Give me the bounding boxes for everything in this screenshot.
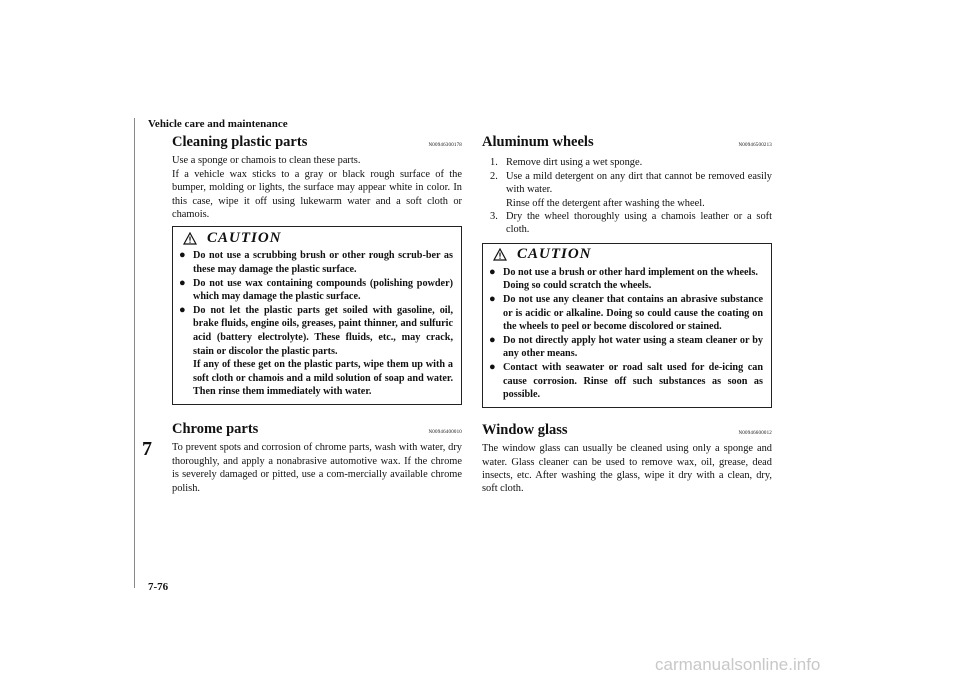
bullet-icon: ● — [179, 303, 186, 316]
footer-watermark: carmanualsonline.info — [655, 655, 821, 674]
caution-item: ● Do not directly apply hot water using a steam cleaner or by any other means. — [489, 333, 763, 360]
bullet-icon: ● — [489, 333, 496, 346]
section-code: N00946400010 — [428, 429, 462, 435]
caution-header — [493, 246, 763, 264]
section-heading-plastic — [172, 136, 462, 152]
wheel-steps — [482, 156, 772, 236]
section-code: N00946500213 — [738, 143, 772, 148]
caution-list — [489, 266, 763, 402]
caution-item: ● Do not use a scrubbing brush or other rough scrub-ber as these may damage the plastic surface. — [179, 249, 453, 276]
bullet-icon: ● — [179, 276, 186, 289]
left-column — [172, 136, 462, 495]
section-title: Window glass — [482, 421, 568, 438]
section-heading-glass — [482, 421, 772, 440]
warning-triangle-icon — [493, 248, 507, 261]
section-heading-chrome — [172, 420, 462, 439]
chapter-tab: 7 — [142, 438, 152, 460]
bullet-icon: ● — [489, 265, 496, 278]
caution-title: CAUTION — [517, 246, 592, 263]
caution-item: ● Do not use any cleaner that contains an abrasive substance or is acidic or alkaline. Doing so could cause the coating on the wheels to peel or become discolored or stained. — [489, 293, 763, 333]
caution-item: ● Do not let the plastic parts get soiled with gasoline, oil, brake fluids, engine oils, greases, paint thinner, and sulfuric acid (battery electrolyte). These fluids, etc., may crack, stain or discolor the plastic parts. If any of these get on the plastic parts, wipe them up with a soft cloth or chamois and a mild solution of soap and water. Then rinse them immediately with water. — [179, 303, 453, 398]
bullet-icon: ● — [489, 293, 496, 306]
running-header: Vehicle care and maintenance — [148, 118, 288, 130]
page-number: 7-76 — [148, 581, 169, 593]
right-column — [482, 136, 772, 496]
section-title: Chrome parts — [172, 420, 259, 437]
section-code: N00946300178 — [428, 143, 462, 148]
caution-header — [183, 229, 453, 247]
chapter-divider — [134, 118, 135, 588]
step-item: 2. Use a mild detergent on any dirt that cannot be removed easily with water. Rinse off the detergent after washing the wheel. — [490, 170, 772, 209]
section-code: N00946600012 — [738, 430, 772, 436]
caution-box-plastic — [172, 226, 462, 405]
glass-body: The window glass can usually be cleaned using only a sponge and water. Glass cleaner can be used to remove wax, oil, grease, dead insects, etc. After washing the glass, wipe it dry with a clean, dry, soft cloth. — [482, 443, 772, 495]
bullet-icon: ● — [179, 249, 186, 262]
section-title: Aluminum wheels — [482, 134, 594, 150]
step-item: 3. Dry the wheel thoroughly using a chamois leather or a soft cloth. — [490, 211, 772, 236]
caution-box-wheels — [482, 243, 772, 408]
caution-title: CAUTION — [207, 229, 282, 246]
chrome-body: To prevent spots and corrosion of chrome parts, wash with water, dry thoroughly, and apply a nonabrasive automotive wax. If the chrome is severely damaged or pitted, use a com-mercially available chrome polish. — [172, 442, 462, 494]
step-item: 1. Remove dirt using a wet sponge. — [490, 157, 643, 169]
caution-list — [179, 249, 453, 399]
caution-item: ● Do not use wax containing compounds (polishing powder) which may damage the plastic surface. — [179, 276, 453, 303]
plastic-body: Use a sponge or chamois to clean these parts. If a vehicle wax sticks to a gray or black rough surface of the bumper, molding or lights, the surface may appear white in color. In this case, wipe it off using lukewarm water and a soft cloth or chamois. — [172, 155, 462, 221]
caution-item: ● Do not use a brush or other hard implement on the wheels. Doing so could scratch the wheels. — [489, 265, 758, 292]
caution-followup: If any of these get on the plastic parts, wipe them up with a soft cloth or chamois and a mild solution of soap and water. Then rinse them immediately with water. — [193, 359, 453, 398]
section-title: Cleaning plastic parts — [172, 134, 308, 150]
warning-triangle-icon — [183, 232, 197, 245]
bullet-icon: ● — [489, 361, 496, 373]
caution-item: ● Contact with seawater or road salt used for de-icing can cause corrosion. Rinse off such substances as soon as possible. — [489, 361, 763, 401]
section-heading-wheels — [482, 136, 772, 152]
